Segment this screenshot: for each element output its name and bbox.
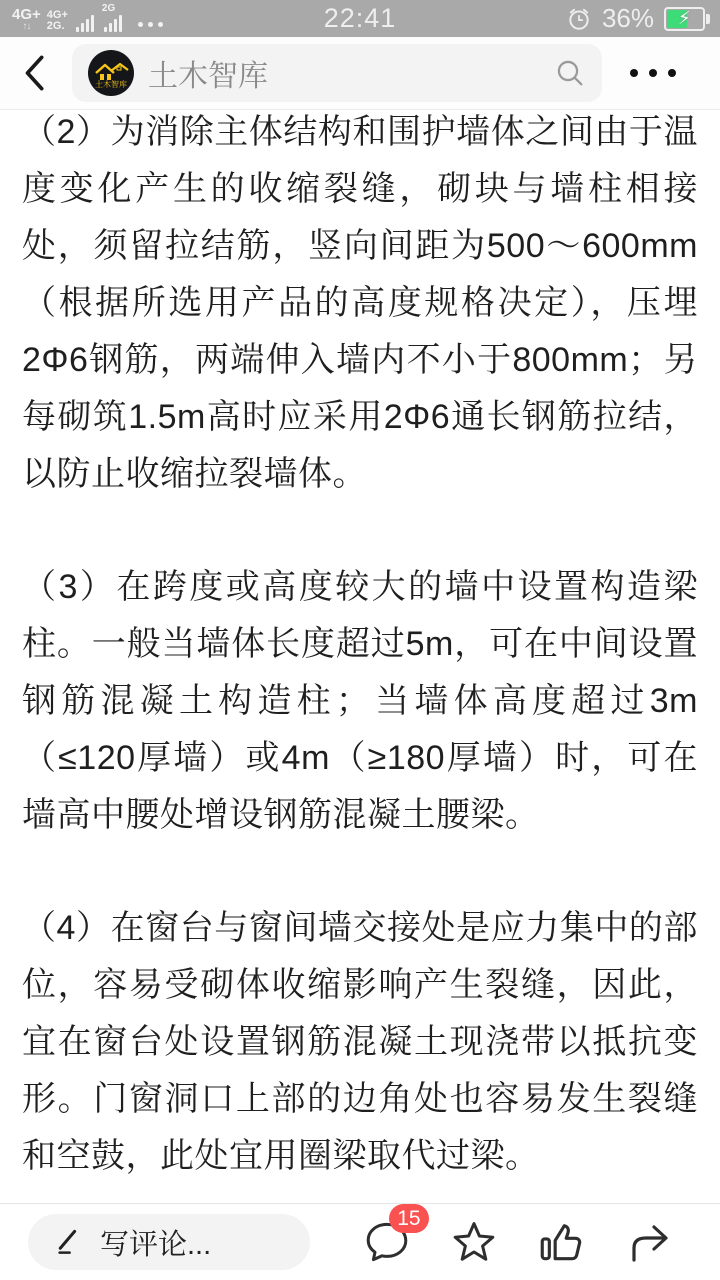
share-button[interactable] [625, 1218, 673, 1266]
charging-bolt-icon: ⚡ [678, 7, 691, 28]
comment-input[interactable] [28, 1214, 310, 1270]
sim3-label: 2G [101, 3, 116, 14]
article-paragraph: （3）在跨度或高度较大的墙中设置构造梁柱。一般当墙体长度超过5m，可在中间设置钢筋混凝土构造柱；当墙体高度超过3m（≤120厚墙）或4m（≥180厚墙）时，可在墙高中腰处增设钢筋混凝土腰梁。 [22, 568, 698, 834]
search-bar[interactable] [72, 44, 602, 102]
like-button[interactable] [536, 1217, 586, 1267]
logo-text: 土木智库 [95, 80, 127, 89]
status-time: 22:41 [323, 3, 397, 33]
status-bar [0, 0, 720, 37]
data-arrows-icon: ↑↓ [22, 21, 31, 32]
sim2-bottom-label: 2G. [46, 20, 65, 32]
article-paragraph: （2）为消除主体结构和围护墙体之间由于温度变化产生的收缩裂缝，砌块与墙柱相接处，须留拉结筋，竖向间距为500～600mm（根据所选用产品的高度规格决定），压埋2Φ6钢筋，两端伸入墙内不小于800mm；另每砌筑1.5m高时应采用2Φ6通长钢筋拉结，以防止收缩拉裂墙体。 [22, 113, 698, 493]
action-icons [310, 1206, 720, 1267]
sim2-top-label: 4G+ [46, 9, 68, 21]
comment-count-badge: 15 [389, 1204, 428, 1233]
share-icon [625, 1218, 673, 1266]
article-paragraph: （4）在窗台与窗间墙交接处是应力集中的部位，容易受砌体收缩影响产生裂缝，因此，宜在窗台处设置钢筋混凝土现浇带以抵抗变形。门窗洞口上部的边角处也容易发生裂缝和空鼓，此处宜用圈梁取代过梁。 [22, 909, 698, 1175]
search-icon[interactable] [554, 57, 586, 89]
comment-placeholder: 写评论... [100, 1228, 212, 1261]
page-title: 土木智库 [148, 60, 268, 93]
back-icon [19, 53, 53, 93]
favorite-button[interactable] [450, 1218, 498, 1266]
comments-button[interactable] [363, 1206, 421, 1266]
nav-bar [0, 37, 720, 110]
bottom-action-bar [0, 1203, 720, 1280]
article-body[interactable] [0, 111, 720, 1203]
battery-icon [664, 7, 710, 31]
battery-percent: 36% [601, 3, 654, 33]
star-icon [450, 1218, 498, 1266]
more-menu-button[interactable] [630, 69, 676, 77]
more-icon [630, 69, 638, 77]
publisher-logo [88, 50, 134, 96]
pencil-icon [54, 1227, 84, 1257]
thumbs-up-icon [536, 1217, 586, 1267]
sim1-label: 4G+ [12, 6, 41, 23]
back-button[interactable] [0, 53, 72, 93]
